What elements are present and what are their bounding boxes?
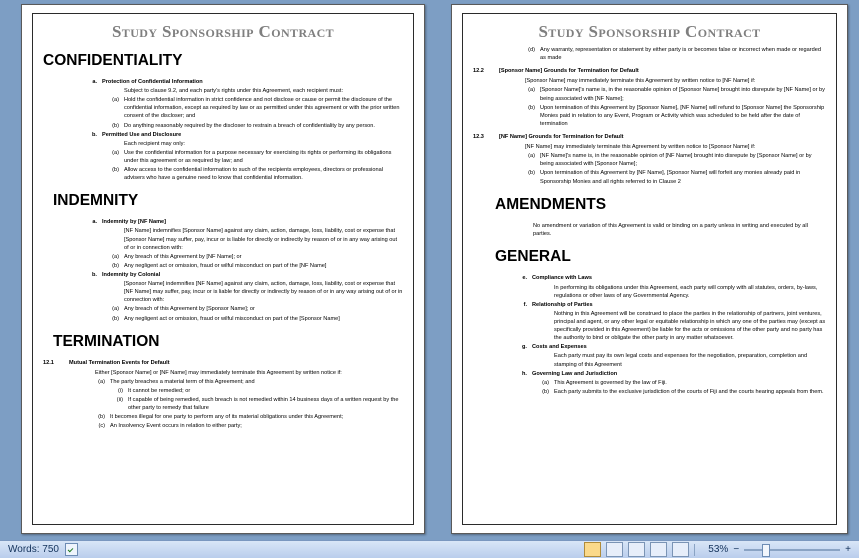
clause-title: Mutual Termination Events for Default	[69, 359, 170, 366]
list-text: Allow access to the confidential information to such of the recipients employees, directors or professional advisers who have a genuine need to know that confidential information.	[124, 167, 383, 182]
list-marker: a.	[92, 79, 97, 85]
list-text: If capable of being remedied, such breach is not remedied within 14 business days of a written request by the other party to remedy that failure	[128, 397, 399, 412]
list-marker: (i)	[118, 387, 123, 394]
list-text: Each recipient may only:	[124, 140, 185, 147]
clause-heading-12-1	[43, 359, 403, 367]
list-text: This Agreement is governed by the law of Fiji.	[554, 379, 667, 386]
list-text: Compliance with Laws	[532, 275, 592, 282]
zoom-out-button[interactable]: −	[733, 543, 740, 555]
list-text: Nothing in this Agreement will be construed to place the parties in the relationship of partners, joint ventures, principal and agent, or any other legal or equitable relationship in which any one of the parties may (except as specifically provided in this Agreement) be liable for the acts or omissions of the other party and no party has the authority to bind or obligate the other party in any matter whatsoever.	[554, 310, 826, 342]
heading-amendments: AMENDMENTS	[495, 195, 607, 213]
list-marker: (ii)	[116, 397, 123, 404]
list-text: An Insolvency Event occurs in relation to either party;	[110, 423, 242, 430]
web-layout-view-button[interactable]	[628, 542, 645, 557]
list-marker: (a)	[528, 87, 535, 94]
list-marker: (a)	[112, 97, 119, 104]
list-text: Subject to clause 9.2, and each party's rights under this Agreement, each recipient must:	[124, 88, 344, 95]
list-text: Each party submits to the exclusive jurisdiction of the courts of Fiji and the courts hearing appeals from them.	[554, 388, 824, 395]
list-text: Any negligent act or omission, fraud or wilful misconduct on part of the [Sponsor Name]	[124, 315, 340, 322]
list-marker: f.	[523, 301, 527, 308]
list-marker: h.	[522, 370, 527, 377]
list-marker: e.	[522, 275, 527, 282]
clause-title: [NF Name] Grounds for Termination for Default	[499, 133, 624, 140]
list-text: Hold the confidential information in strict confidence and not disclose or cause or permit the disclosure of the confidential information, except as required by law or as permitted under this agreement or with the prior written consent of the discloser; and	[124, 97, 400, 120]
amendments-paragraph: No amendment or variation of this Agreement is valid or binding on a party unless in writing and executed by all parties.	[533, 222, 808, 238]
document-page-left	[21, 4, 425, 534]
clause-heading-12-3	[473, 133, 826, 141]
list-marker: (a)	[528, 153, 535, 160]
list-text: Any breach of this Agreement by [NF Name]; or	[124, 253, 242, 260]
continued-clause-block	[473, 46, 826, 186]
page-left-content	[32, 13, 414, 525]
list-text: In performing its obligations under this Agreement, each party will comply with all statutes, orders, by-laws, regulations or other laws of any Governmental Agency.	[554, 284, 818, 299]
heading-confidentiality: CONFIDENTIALITY	[43, 52, 183, 69]
list-text: Upon termination of this Agreement by [NF Name], [Sponsor Name] will forfeit any monies already paid in Sponsorship Monies and all rights referred to in Clause 2	[540, 170, 801, 185]
spellcheck-icon[interactable]	[65, 543, 78, 556]
word-count-label[interactable]: Words: 750	[8, 544, 59, 555]
list-text: [Sponsor Name]'s name is, in the reasonable opinion of [Sponsor Name] brought into disrepute by [NF Name] or by being associated with [NF Name];	[540, 87, 825, 102]
list-text: Indemnity by [NF Name]	[102, 219, 167, 226]
document-page-right	[451, 4, 848, 534]
list-text: Relationship of Parties	[532, 301, 593, 308]
zoom-slider-track	[744, 549, 840, 551]
list-text: It cannot be remedied; or	[128, 387, 191, 394]
status-divider	[694, 544, 695, 556]
list-marker: (b)	[112, 122, 119, 129]
page-title: Study Sponsorship Contract	[538, 22, 761, 41]
list-marker: (b)	[112, 262, 119, 269]
list-marker: (a)	[112, 149, 119, 156]
list-text: Use the confidential information for a purpose necessary for exercising its rights or performing its obligations under this agreement or as required by law; and	[124, 149, 392, 164]
list-marker	[103, 87, 119, 95]
list-marker: (a)	[542, 379, 549, 386]
list-text: Upon termination of this Agreement by [Sponsor Name], [NF Name] will refund to [Sponsor Name] the Sponsorship Monies paid in relation to any Event, Program or Activity which was scheduled to be held after the date of termination	[540, 104, 825, 127]
list-marker: (d)	[528, 47, 535, 53]
indemnity-block	[43, 218, 403, 322]
list-text: [NF Name]'s name is, in the reasonable opinion of [NF Name] brought into disrepute by [Sponsor Name] or by being associated with [Sponsor Name];	[540, 153, 812, 168]
list-marker	[533, 310, 549, 342]
heading-general: GENERAL	[495, 248, 571, 266]
list-marker: (a)	[112, 306, 119, 313]
list-text: Do anything reasonably required by the discloser to restrain a breach of confidentiality by any person.	[124, 122, 375, 129]
heading-indemnity: INDEMNITY	[53, 192, 139, 210]
list-text: It becomes illegal for one party to perform any of its material obligations under this Agreement;	[110, 414, 344, 421]
list-marker	[103, 227, 119, 251]
list-text: The party breaches a material term of this Agreement; and	[110, 378, 255, 385]
clause-intro: [NF Name] may immediately terminate this Agreement by written notice to [Sponsor Name] if:	[525, 144, 756, 151]
list-marker: a.	[92, 219, 97, 226]
list-text: Each party must pay its own legal costs and expenses for the negotiation, preparation, completion and stamping of this Agreement	[554, 353, 808, 368]
outline-view-button[interactable]	[650, 542, 667, 557]
list-marker	[103, 280, 119, 304]
termination-block	[43, 359, 403, 431]
clause-number: 12.2	[473, 68, 484, 75]
confidentiality-block	[43, 78, 403, 182]
list-marker	[533, 284, 549, 300]
general-block	[473, 274, 826, 396]
clause-heading-12-2	[473, 67, 826, 75]
list-marker: g.	[522, 344, 527, 351]
list-text: Any warranty, representation or statement by either party is or becomes false or incorrect when made or regarded as made	[540, 47, 821, 62]
clause-title: [Sponsor Name] Grounds for Termination for Default	[499, 68, 639, 75]
zoom-level-label[interactable]: 53%	[708, 544, 729, 555]
list-marker: (b)	[98, 414, 105, 421]
heading-termination: TERMINATION	[53, 332, 160, 350]
list-text: Any negligent act or omission, fraud or wilful misconduct on part of the [NF Name]	[124, 262, 327, 269]
list-marker: b.	[92, 271, 97, 278]
draft-view-button[interactable]	[672, 542, 689, 557]
full-screen-reading-view-button[interactable]	[606, 542, 623, 557]
clause-intro: Either [Sponsor Name] or [NF Name] may immediately terminate this Agreement by written notice if:	[95, 369, 342, 376]
clause-number: 12.3	[473, 133, 484, 140]
list-text: Indemnity by Colonial	[102, 271, 161, 278]
list-marker	[103, 140, 119, 148]
list-text: Protection of Confidential Information	[102, 79, 203, 85]
clause-number: 12.1	[43, 359, 54, 366]
list-marker: (a)	[98, 378, 105, 385]
status-right-group	[584, 542, 859, 557]
list-text: Governing Law and Jurisdiction	[532, 370, 618, 377]
zoom-slider[interactable]	[744, 543, 840, 556]
status-bar	[0, 540, 859, 558]
page-title: Study Sponsorship Contract	[111, 22, 335, 41]
list-text: Any breach of this Agreement by [Sponsor Name]; or	[124, 306, 255, 313]
zoom-slider-handle[interactable]	[762, 544, 770, 557]
list-text: [NF Name] indemnifies [Sponsor Name] against any claim, action, damage, loss, liability, cost or expense that [Sponsor Name] may suffer, pay, incur or is liable for directly or indirectly by reason of or in any way arising out of or in connection with:	[124, 228, 398, 251]
list-marker: b.	[92, 131, 97, 138]
list-text: Permitted Use and Disclosure	[102, 131, 182, 138]
page-right-content	[462, 13, 837, 525]
list-marker: (b)	[112, 315, 119, 322]
status-left-group	[0, 543, 78, 556]
list-marker: (b)	[112, 167, 119, 174]
list-marker: (b)	[528, 170, 535, 177]
list-marker	[533, 352, 549, 368]
list-marker: (b)	[542, 388, 549, 395]
clause-intro: [Sponsor Name] may immediately terminate this Agreement by written notice to [NF Name] if:	[525, 78, 756, 85]
zoom-in-button[interactable]: +	[845, 543, 851, 555]
list-marker: (a)	[112, 253, 119, 260]
list-marker: (c)	[98, 423, 105, 430]
list-text: Costs and Expenses	[532, 344, 587, 351]
print-layout-view-button[interactable]	[584, 542, 601, 557]
list-text: [Sponsor Name] indemnifies [NF Name] against any claim, action, damage, loss, liability, cost or expense that [NF Name] may suffer, pay, incur or is liable for directly or indirectly by reason of or in any way arising out of or in connection with:	[124, 281, 403, 304]
list-marker: (b)	[528, 104, 535, 111]
